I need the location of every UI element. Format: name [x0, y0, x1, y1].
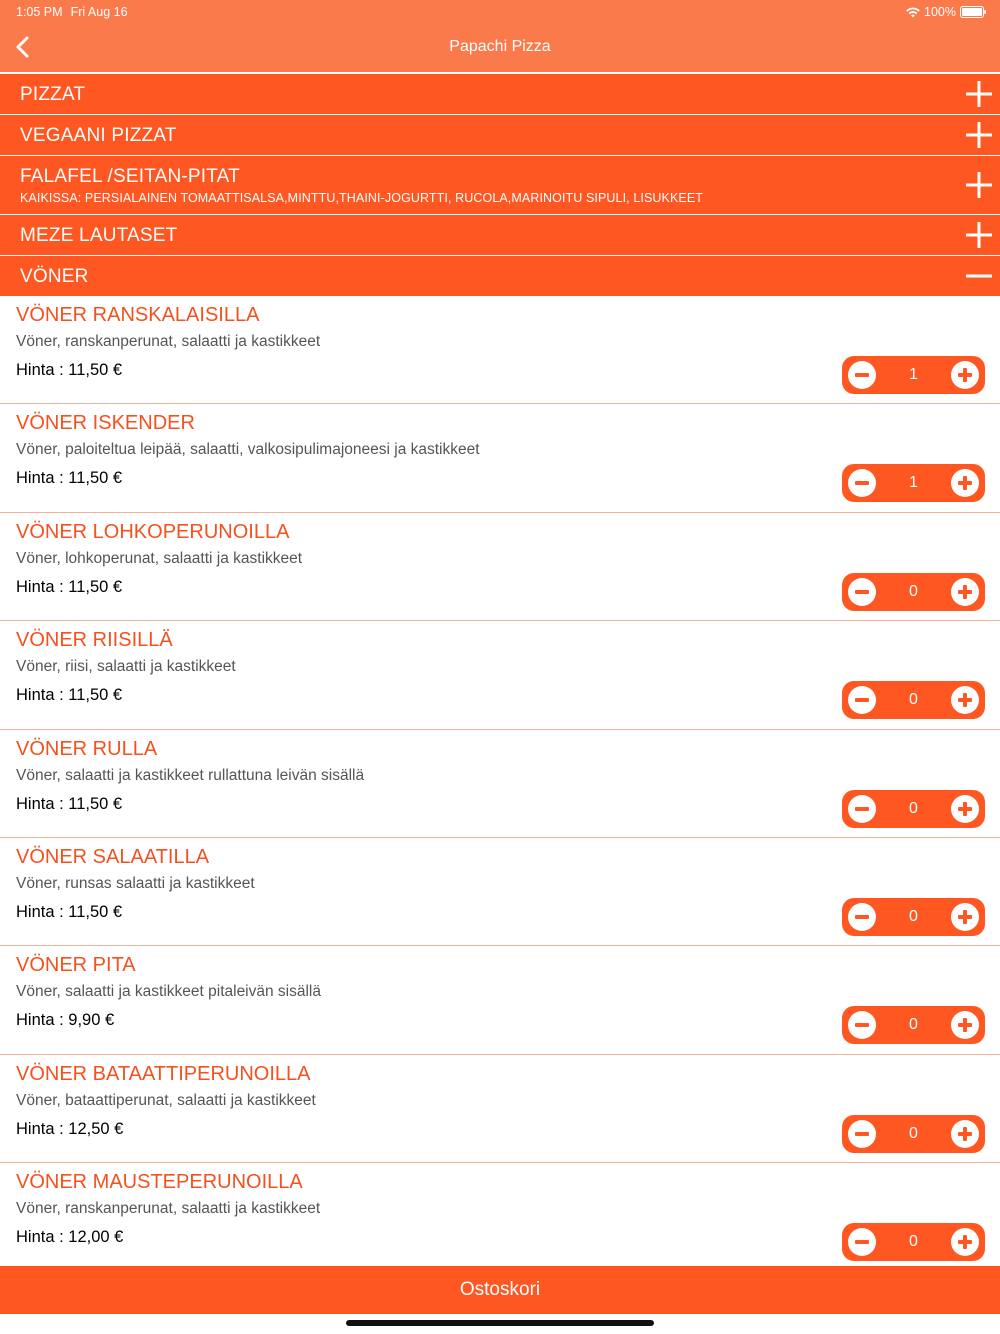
list-item: [0, 946, 1000, 1054]
item-description: Vöner, lohkoperunat, salaatti ja kastikkeet: [16, 549, 303, 567]
home-indicator[interactable]: [346, 1320, 654, 1326]
quantity-value: 0: [909, 1233, 918, 1251]
page-title: Papachi Pizza: [449, 38, 551, 55]
decrease-button[interactable]: [848, 361, 876, 389]
quantity-stepper: [842, 464, 985, 502]
increase-button[interactable]: [951, 1228, 979, 1256]
category-subtitle: KAIKISSA: PERSIALAINEN TOMAATTISALSA,MINTTU,THAINI-JOGURTTI, RUCOLA,MARINOITU SIPULI, LISUKKEET: [20, 191, 704, 205]
item-price: [16, 686, 122, 705]
price-value: 11,50 €: [68, 361, 123, 379]
list-item: [0, 296, 1000, 404]
status-time: 1:05 PM: [16, 5, 63, 19]
price-label: Hinta :: [16, 686, 64, 705]
status-bar-left: [16, 5, 128, 19]
list-item: [0, 513, 1000, 621]
item-price: [16, 903, 122, 922]
price-value: 12,50 €: [68, 1119, 124, 1138]
item-name: VÖNER PITA: [16, 954, 136, 977]
price-value: 11,50 €: [68, 469, 123, 488]
category-title: VEGAANI PIZZAT: [20, 125, 177, 146]
item-description: Vöner, salaatti ja kastikkeet pitaleivän sisällä: [16, 983, 321, 1001]
decrease-button[interactable]: [848, 903, 876, 931]
category-pizzat[interactable]: [0, 74, 1000, 114]
increase-button[interactable]: [951, 469, 979, 497]
category-title: MEZE LAUTASET: [20, 225, 178, 246]
item-name: VÖNER BATAATTIPERUNOILLA: [16, 1062, 311, 1085]
decrease-button[interactable]: [848, 1011, 876, 1039]
plus-icon[interactable]: [966, 222, 992, 248]
price-value: 12,00 €: [68, 1228, 124, 1247]
item-description: Vöner, ranskanperunat, salaatti ja kastikkeet: [16, 1200, 321, 1218]
battery-icon: [960, 6, 984, 18]
increase-button[interactable]: [951, 903, 979, 931]
increase-button[interactable]: [951, 578, 979, 606]
list-item: [0, 621, 1000, 729]
quantity-value: 0: [909, 799, 918, 817]
list-item: [0, 730, 1000, 838]
price-value: 11,50 €: [68, 577, 123, 596]
increase-button[interactable]: [951, 1011, 979, 1039]
quantity-stepper: [842, 1115, 985, 1153]
price-label: Hinta :: [16, 1228, 64, 1247]
price-value: 11,50 €: [68, 902, 123, 921]
decrease-button[interactable]: [848, 1120, 876, 1148]
wifi-icon: [906, 7, 920, 18]
list-item: [0, 1055, 1000, 1163]
price-label: Hinta :: [16, 794, 64, 813]
item-price: [16, 1228, 123, 1247]
decrease-button[interactable]: [848, 795, 876, 823]
quantity-value: 0: [909, 691, 918, 709]
item-description: Vöner, ranskanperunat, salaatti ja kastikkeet: [16, 333, 321, 350]
quantity-stepper: [842, 681, 985, 719]
list-item: [0, 404, 1000, 512]
list-item: [0, 838, 1000, 946]
category-falafel-seitan-pitat[interactable]: [0, 156, 1000, 214]
price-value: 9,90 €: [68, 1011, 115, 1030]
item-list: [0, 296, 1000, 1272]
price-label: Hinta :: [16, 902, 64, 921]
plus-icon[interactable]: [966, 172, 992, 198]
list-item: [0, 1163, 1000, 1271]
decrease-button[interactable]: [848, 1228, 876, 1256]
cart-button[interactable]: [0, 1266, 1000, 1314]
category-title: VÖNER: [20, 266, 89, 287]
quantity-stepper: [842, 1006, 985, 1044]
increase-button[interactable]: [951, 361, 979, 389]
decrease-button[interactable]: [848, 578, 876, 606]
item-name: VÖNER RULLA: [16, 737, 158, 760]
quantity-stepper: [842, 790, 985, 828]
decrease-button[interactable]: [848, 686, 876, 714]
item-description: Vöner, runsas salaatti ja kastikkeet: [16, 874, 255, 892]
item-price: [16, 361, 122, 380]
item-description: Vöner, bataattiperunat, salaatti ja kastikkeet: [16, 1091, 316, 1109]
item-price: [16, 578, 122, 597]
item-name: VÖNER RANSKALAISILLA: [16, 304, 260, 326]
category-title: FALAFEL /SEITAN-PITAT: [20, 166, 240, 187]
plus-icon[interactable]: [966, 122, 992, 148]
item-name: VÖNER SALAATILLA: [16, 845, 210, 868]
minus-icon[interactable]: [966, 263, 992, 289]
item-price: [16, 1120, 123, 1139]
price-value: 11,50 €: [68, 794, 123, 813]
item-description: Vöner, riisi, salaatti ja kastikkeet: [16, 658, 236, 676]
quantity-value: 0: [909, 907, 918, 925]
item-description: Vöner, paloiteltua leipää, salaatti, valkosipulimajoneesi ja kastikkeet: [16, 441, 480, 459]
quantity-value: 0: [909, 1124, 918, 1142]
price-label: Hinta :: [16, 361, 64, 379]
item-name: VÖNER RIISILLÄ: [16, 629, 173, 652]
top-bar: [0, 0, 1000, 72]
battery-percent: 100%: [924, 5, 956, 19]
item-price: [16, 469, 122, 488]
quantity-value: 1: [909, 474, 918, 492]
item-price: [16, 795, 122, 814]
quantity-value: 0: [909, 1016, 918, 1034]
item-name: VÖNER MAUSTEPERUNOILLA: [16, 1171, 303, 1194]
category-vegaani-pizzat[interactable]: [0, 115, 1000, 155]
price-label: Hinta :: [16, 1119, 64, 1138]
item-price: [16, 1011, 114, 1030]
item-name: VÖNER ISKENDER: [16, 412, 195, 435]
quantity-value: 1: [909, 366, 918, 383]
status-date: Fri Aug 16: [70, 5, 128, 19]
quantity-stepper: [842, 898, 985, 936]
category-title: PIZZAT: [20, 84, 86, 105]
price-label: Hinta :: [16, 577, 64, 596]
price-value: 11,50 €: [68, 686, 123, 705]
quantity-value: 0: [909, 582, 918, 600]
price-label: Hinta :: [16, 1011, 64, 1030]
category-meze-lautaset[interactable]: [0, 215, 1000, 255]
quantity-stepper: [842, 1223, 985, 1261]
status-bar-right: [906, 5, 984, 19]
item-description: Vöner, salaatti ja kastikkeet rullattuna leivän sisällä: [16, 766, 365, 784]
plus-icon[interactable]: [966, 81, 992, 107]
quantity-stepper: [842, 573, 985, 611]
category-voner[interactable]: [0, 256, 1000, 296]
item-name: VÖNER LOHKOPERUNOILLA: [16, 520, 290, 543]
decrease-button[interactable]: [848, 469, 876, 497]
price-label: Hinta :: [16, 469, 64, 488]
increase-button[interactable]: [951, 1120, 979, 1148]
increase-button[interactable]: [951, 686, 979, 714]
increase-button[interactable]: [951, 795, 979, 823]
cart-label: Ostoskori: [459, 1279, 541, 1300]
quantity-stepper: [842, 356, 985, 394]
